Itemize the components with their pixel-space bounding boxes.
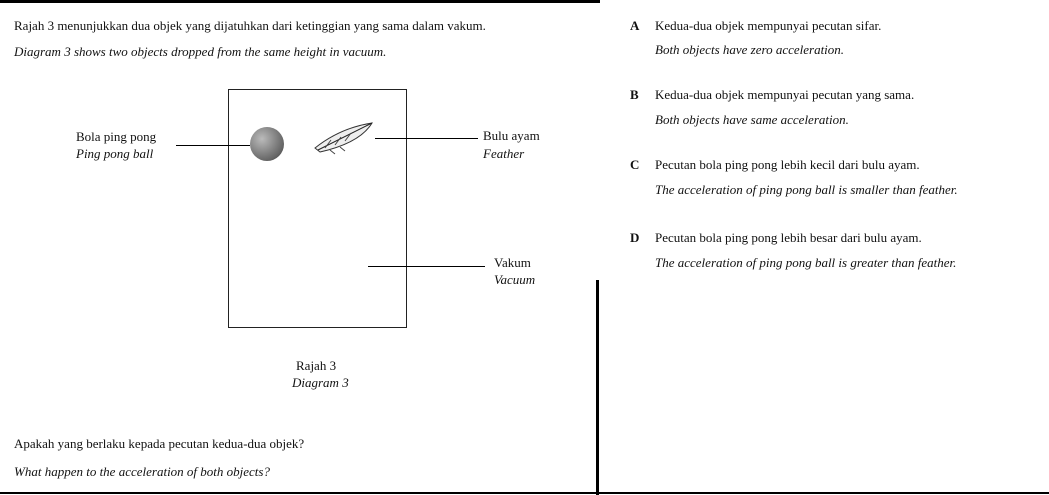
bottom-border [0,492,1049,494]
ball-pointer-line [176,145,250,146]
option-text-ms: Pecutan bola ping pong lebih kecil dari bulu ayam. [655,157,920,172]
option-text-en: The acceleration of ping pong ball is greater than feather. [655,255,957,270]
diagram-caption-ms: Rajah 3 [296,358,337,373]
ball-label-en: Ping pong ball [76,146,154,161]
option-text-en: Both objects have same acceleration. [655,112,849,127]
feather-icon [310,118,380,158]
option-letter: B [630,87,639,102]
column-divider [596,280,599,495]
feather-label-ms: Bulu ayam [483,128,540,143]
option-text-ms: Kedua-dua objek mempunyai pecutan yang sama. [655,87,915,102]
option-letter: D [630,230,640,245]
question-ask-ms: Apakah yang berlaku kepada pecutan kedua-dua objek? [14,436,305,451]
question-stem-ms: Rajah 3 menunjukkan dua objek yang dijatuhkan dari ketinggian yang sama dalam vakum. [14,18,486,33]
vacuum-label-en: Vacuum [494,272,536,287]
feather-label-en: Feather [483,146,525,161]
question-stem-en: Diagram 3 shows two objects dropped from the same height in vacuum. [14,44,387,59]
top-border [0,0,600,3]
option-letter: A [630,18,640,33]
ping-pong-ball [250,127,284,161]
vacuum-pointer-line [368,266,485,267]
diagram-caption-en: Diagram 3 [292,375,349,390]
ball-label-ms: Bola ping pong [76,129,157,144]
option-text-ms: Kedua-dua objek mempunyai pecutan sifar. [655,18,882,33]
question-ask-en: What happen to the acceleration of both objects? [14,464,270,479]
option-text-en: The acceleration of ping pong ball is smaller than feather. [655,182,958,197]
option-text-ms: Pecutan bola ping pong lebih besar dari bulu ayam. [655,230,922,245]
feather-pointer-line [375,138,478,139]
option-text-en: Both objects have zero acceleration. [655,42,845,57]
vacuum-label-ms: Vakum [494,255,531,270]
option-letter: C [630,157,640,172]
